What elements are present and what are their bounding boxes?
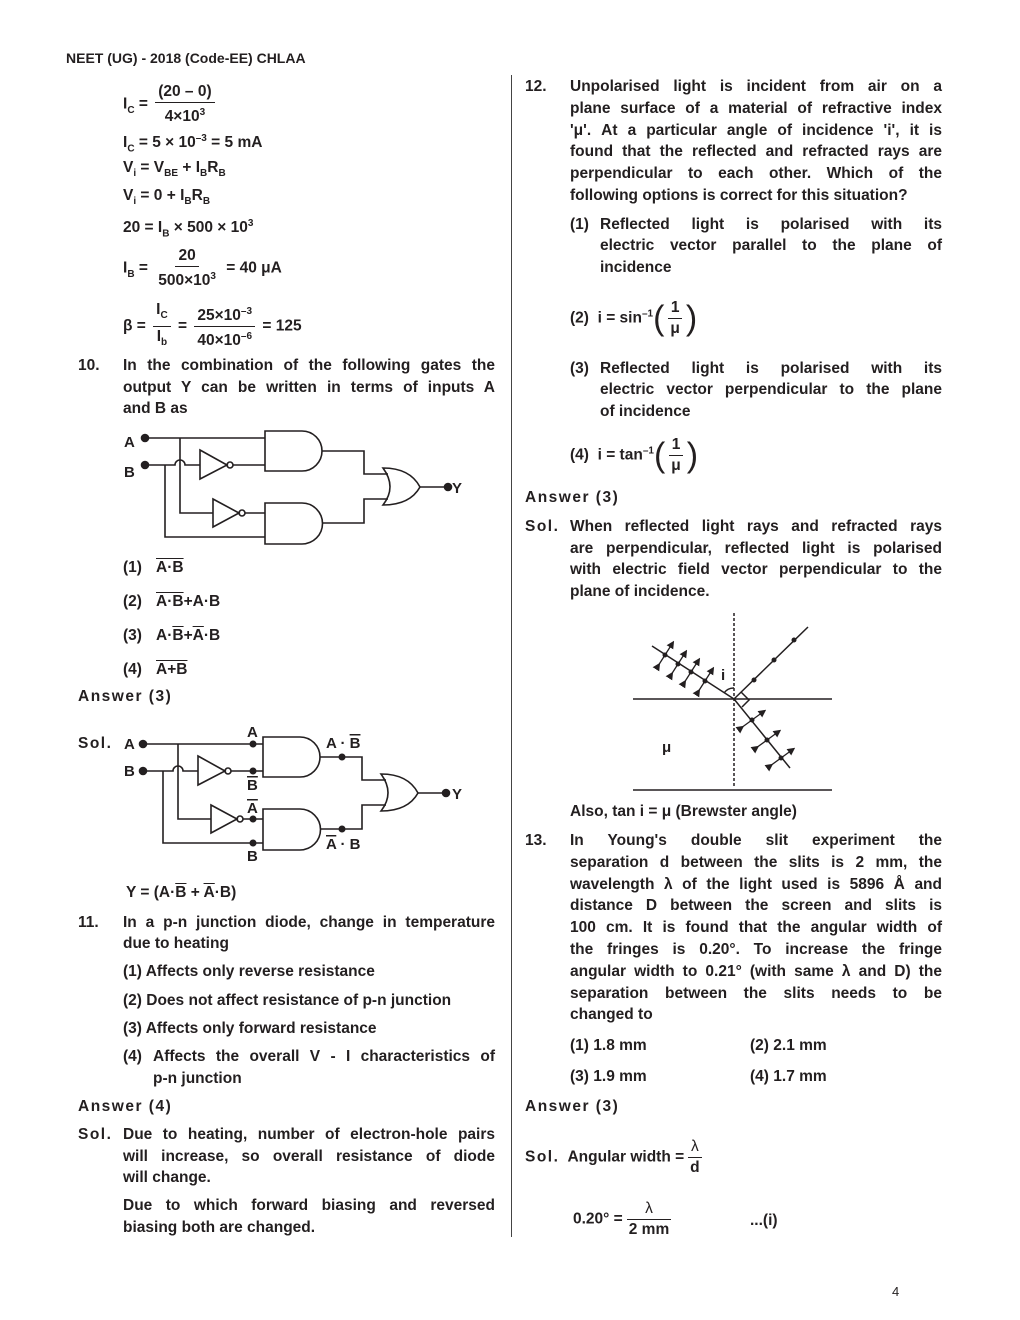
angle-i-label: i — [721, 667, 726, 684]
gate2-input-a-bar: A — [247, 800, 258, 817]
input-b-label: B — [124, 464, 135, 481]
q13-answer: Answer (3) — [525, 1098, 620, 1115]
q12-text: plane surface of a material of refractive index — [570, 99, 942, 117]
q11-text: In a p-n junction diode, change in temperature — [123, 914, 495, 931]
q10-option-1-number: (1) — [123, 559, 142, 576]
q11-answer: Answer (4) — [78, 1098, 173, 1115]
q11-sol-text: will increase, so overall resistance of diode — [123, 1148, 495, 1165]
angle-arc — [724, 688, 734, 693]
logic-circuit — [142, 431, 452, 544]
q12-option-1-number: (1) — [570, 216, 589, 233]
q11-sol-text: will change. — [123, 1169, 211, 1186]
vi-equation: $V_i = V_{BE} + I_BR_B$ — [123, 159, 226, 180]
q12-brewster-note: Also, tan i = μ (Brewster angle) — [570, 803, 797, 820]
q10-text: and B as — [123, 400, 188, 417]
q13-text: 100 cm. It is found that the angular width of — [570, 919, 942, 937]
sol-output-y: Y — [452, 786, 463, 803]
q12-option-2[interactable]: (2) $i = \sin^{-1}$( $\frac{1}{\mu}$ ) — [570, 299, 698, 338]
q10-option-2[interactable]: A·B+A·B — [156, 593, 221, 610]
q13-solution-eq2: 0.20° = $\frac{\lambda}{2 mm}$ — [573, 1200, 670, 1238]
q11-sol-text: Due to which forward biasing and reversed — [123, 1197, 495, 1214]
q12-option-4[interactable]: (4) $i = \tan^{-1}$( $\frac{1}{\mu}$ ) — [570, 436, 699, 475]
sol-input-a: A — [124, 736, 135, 753]
q11-option-4-number: (4) — [123, 1048, 142, 1065]
q13-text: wavelength λ of the light used is 5896 Å and — [570, 875, 942, 893]
gate1-input-b-bar: B — [247, 777, 258, 794]
q10-answer: Answer (3) — [78, 688, 173, 705]
gate2-input-b: B — [247, 848, 258, 865]
q10-option-4-number: (4) — [123, 661, 142, 678]
gate1-output-label: A · B — [326, 735, 361, 752]
solution-logic-circuit — [140, 737, 450, 850]
q12-option-3[interactable]: Reflected light is polarised with its — [600, 360, 942, 377]
q12-text: 'μ'. At a particular angle of incidence 'i', it is — [570, 121, 942, 139]
gate1-input-a: A — [247, 724, 258, 741]
q13-text: angular width to 0.21° (with same λ and D) the — [570, 962, 942, 980]
q12-option-3[interactable]: of incidence — [600, 403, 691, 420]
q10-number: 10. — [78, 357, 100, 374]
q11-sol-text: Due to heating, number of electron-hole pairs — [123, 1126, 495, 1143]
q11-option-1[interactable]: (1) Affects only reverse resistance — [123, 963, 375, 980]
q12-option-1[interactable]: electric vector parallel to the plane of — [600, 237, 942, 254]
q11-option-4[interactable]: Affects the overall V - I characteristics of — [153, 1048, 495, 1065]
q13-option-3[interactable]: (3) 1.9 mm — [570, 1068, 647, 1085]
q10-text: output Y can be written in terms of inputs A — [123, 379, 495, 396]
q12-sol-text: plane of incidence. — [570, 583, 710, 600]
refractive-index-label: μ — [662, 739, 672, 756]
q11-number: 11. — [78, 914, 99, 931]
q12-text: following options is correct for this situation? — [570, 187, 908, 204]
q10-text: In the combination of the following gates the — [123, 357, 495, 374]
ib-equation: $20 = I_B \times 500 \times 10^3$ — [123, 218, 254, 240]
q10-option-4[interactable]: A+B — [156, 661, 188, 678]
q11-option-3[interactable]: (3) Affects only forward resistance — [123, 1020, 377, 1037]
q12-sol-text: When reflected light rays and refracted rays — [570, 518, 942, 535]
q12-text: found that the reflected and refracted rays are — [570, 143, 942, 161]
q13-option-2[interactable]: (2) 2.1 mm — [750, 1037, 827, 1054]
q11-sol-text: biasing both are changed. — [123, 1219, 316, 1236]
input-a-label: A — [124, 434, 135, 451]
q12-option-3[interactable]: electric vector perpendicular to the plane — [600, 381, 942, 398]
q13-text: separation between the slits needs to be — [570, 984, 942, 1002]
q12-sol-text: are perpendicular, reflected light is polarised — [570, 540, 942, 557]
q11-option-4[interactable]: p-n junction — [153, 1070, 242, 1087]
q13-text: distance D between the screen and slits is — [570, 897, 942, 915]
q13-option-4[interactable]: (4) 1.7 mm — [750, 1068, 827, 1085]
q13-number: 13. — [525, 832, 547, 849]
q13-solution-eq1: Sol. Angular width = $\frac{\lambda}{d}$ — [525, 1137, 706, 1178]
q12-option-3-number: (3) — [570, 360, 589, 377]
brewster-diagram — [620, 600, 850, 800]
sol-input-b: B — [124, 763, 135, 780]
q13-text: separation d between the slits is 2 mm, the — [570, 853, 942, 871]
page-number: 4 — [892, 1284, 900, 1299]
q10-gate-diagram — [0, 0, 520, 900]
q13-text: changed to — [570, 1006, 653, 1024]
q12-sol-text: with electric field vector perpendicular to the — [570, 561, 942, 578]
page-header: NEET (UG) - 2018 (Code-EE) CHLAA — [66, 50, 306, 66]
q12-answer: Answer (3) — [525, 489, 620, 506]
ib-fraction: $I_B$ = $\frac{20}{500\times 10^3}$ = 40 μA — [123, 247, 282, 290]
ic-equation: $I_C$ = $\frac{(20 - 0)}{4\times 10^3}$ — [123, 82, 218, 127]
q13-eq-tag: ...(i) — [750, 1212, 778, 1229]
q12-option-1[interactable]: Reflected light is polarised with its — [600, 216, 942, 233]
q10-result: $Y = (A\cdot\overline{B} + \overline{A}\cdot B)$ — [126, 884, 237, 901]
q12-number: 12. — [525, 78, 547, 95]
reflected-ray — [734, 627, 808, 699]
q10-sol-label: Sol. — [78, 735, 113, 752]
q13-text: In Young's double slit experiment the — [570, 832, 942, 849]
gate2-output-label: A · B — [326, 836, 361, 853]
q10-option-2-number: (2) — [123, 593, 142, 610]
ic-result: $I_C = 5 \times 10^{-3} = 5$ mA — [123, 133, 263, 155]
vi-equation-2: $V_i = 0 + I_BR_B$ — [123, 187, 211, 208]
q11-text: due to heating — [123, 935, 229, 952]
q12-text: perpendicular to each other. Which of the — [570, 165, 942, 183]
q10-option-3[interactable]: $A\cdot\overline{B}+\overline{A}\cdot B$ — [156, 627, 221, 644]
q13-option-1[interactable]: (1) 1.8 mm — [570, 1037, 647, 1054]
q12-option-1[interactable]: incidence — [600, 259, 672, 276]
output-y-label: Y — [452, 480, 463, 497]
beta-equation: β = $\frac{I_C}{I_b}$ = $\frac{25\times 10^{-3}}{40\times 10^{-6}}$ = 125 — [123, 301, 302, 350]
q11-option-2[interactable]: (2) Does not affect resistance of p-n junction — [123, 992, 452, 1009]
q12-text: Unpolarised light is incident from air on a — [570, 78, 942, 95]
q10-option-1[interactable]: A·B — [156, 559, 184, 576]
q10-option-3-number: (3) — [123, 627, 142, 644]
q12-sol-label: Sol. — [525, 518, 560, 535]
q13-text: the fringes is 0.20°. To increase the fringe — [570, 941, 942, 958]
q11-sol-label: Sol. — [78, 1126, 113, 1143]
